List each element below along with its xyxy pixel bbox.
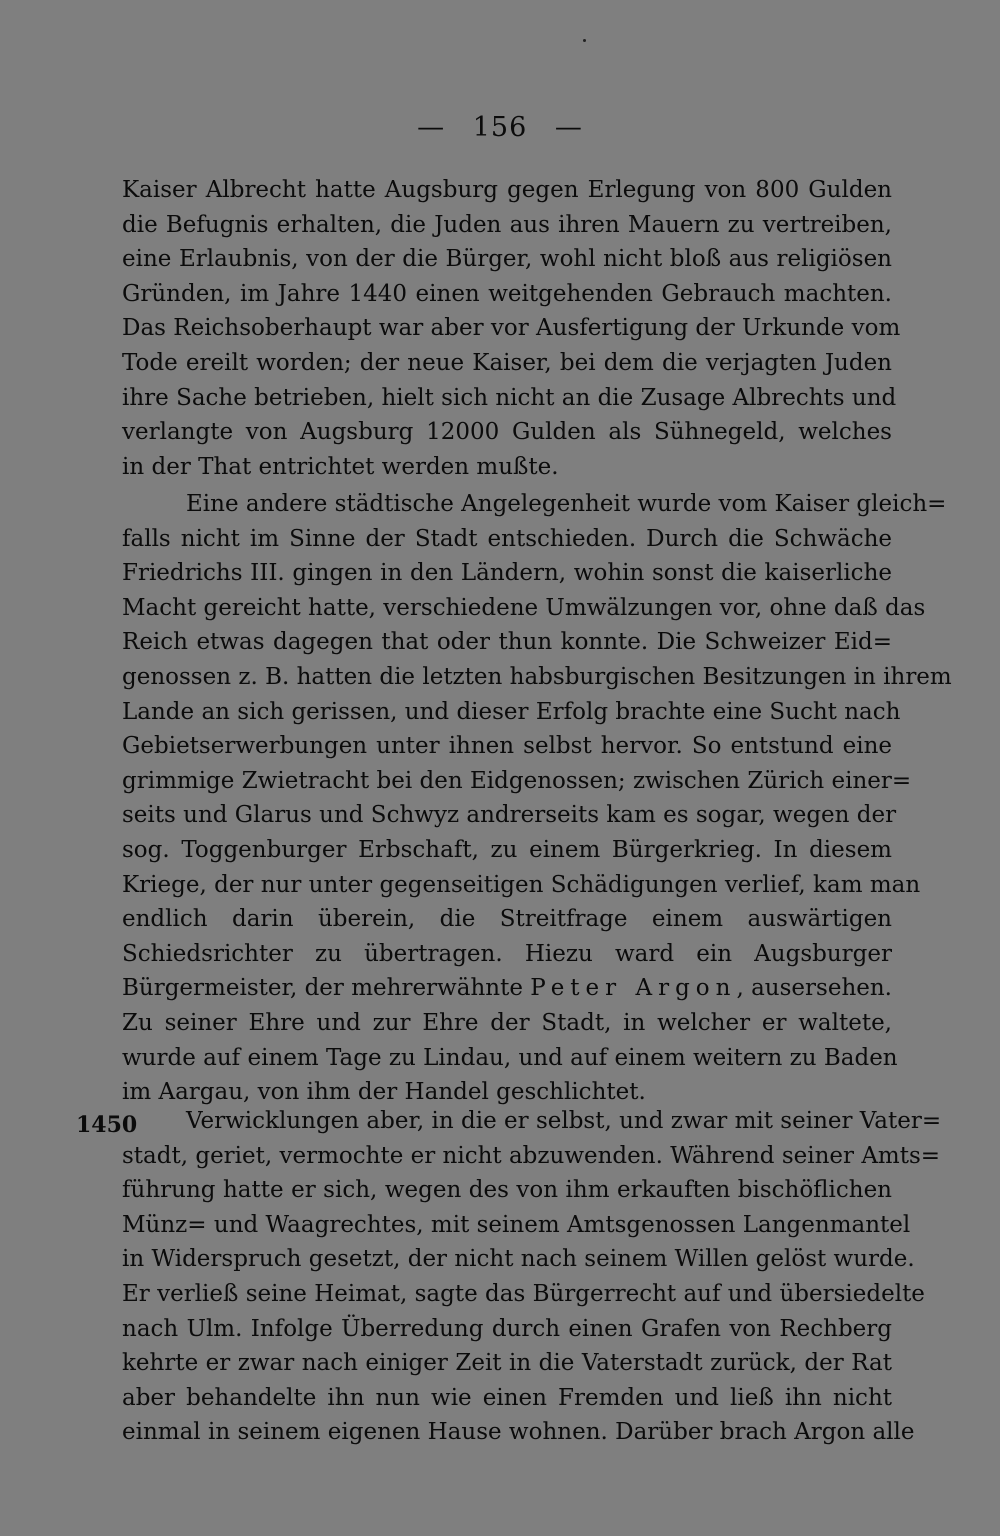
- text-line: nach Ulm. Infolge Überredung durch einen Grafen von Rechberg: [122, 1315, 892, 1342]
- text-line: eine Erlaubnis, von der die Bürger, wohl nicht bloß aus religiösen: [122, 246, 892, 273]
- text-line: Er verließ seine Heimat, sagte das Bürgerrecht auf und übersiedelte: [122, 1280, 925, 1307]
- text-line: die Befugnis erhalten, die Juden aus ihren Mauern zu vertreiben,: [122, 211, 892, 238]
- text-line: Gebietserwerbungen unter ihnen selbst hervor. So entstund eine: [122, 733, 892, 760]
- text-line: Kaiser Albrecht hatte Augsburg gegen Erlegung von 800 Gulden: [122, 177, 892, 203]
- text-line: ihre Sache betrieben, hielt sich nicht an die Zusage Albrechts und: [122, 384, 897, 411]
- spaced-person-name: Peter Argon: [530, 975, 737, 1002]
- text-line: Gründen, im Jahre 1440 einen weitgehenden Gebrauch machten.: [122, 280, 892, 307]
- text-line-with-spaced-name: [122, 971, 892, 1006]
- line-prefix: Bürgermeister, der mehrerwähnte: [122, 975, 531, 1002]
- text-line: Friedrichs III. gingen in den Ländern, wohin sonst die kaiserliche: [122, 560, 892, 587]
- text-line: im Aargau, von ihm der Handel geschlichtet.: [122, 1079, 646, 1106]
- header-dash-right: —: [554, 112, 583, 143]
- text-line: in Widerspruch gesetzt, der nicht nach seinem Willen gelöst wurde.: [122, 1246, 915, 1273]
- text-line: genossen z. B. hatten die letzten habsburgischen Besitzungen in ihrem: [122, 663, 952, 690]
- page-header: [0, 112, 1000, 143]
- text-line: Macht gereicht hatte, verschiedene Umwälzungen vor, ohne daß das: [122, 594, 926, 621]
- margin-year-note: 1450: [76, 1112, 138, 1138]
- paragraph-3: [122, 1104, 942, 1450]
- text-line: aber behandelte ihn nun wie einen Fremden und ließ ihn nicht: [122, 1384, 892, 1411]
- text-line: wurde auf einem Tage zu Lindau, und auf einem weitern zu Baden: [122, 1044, 898, 1071]
- text-line: Kriege, der nur unter gegenseitigen Schädigungen verlief, kam man: [122, 871, 921, 898]
- text-line: stadt, geriet, vermochte er nicht abzuwenden. Während seiner Amts=: [122, 1142, 941, 1169]
- text-line: grimmige Zwietracht bei den Eidgenossen; zwischen Zürich einer=: [122, 767, 912, 794]
- text-line: seits und Glarus und Schwyz andrerseits kam es sogar, wegen der: [122, 802, 897, 829]
- text-line: verlangte von Augsburg 12000 Gulden als Sühnegeld, welches: [122, 419, 892, 446]
- text-line: Tode ereilt worden; der neue Kaiser, bei dem die verjagten Juden: [122, 349, 892, 376]
- text-line: in der That entrichtet werden mußte.: [122, 453, 559, 480]
- page-number: 156: [472, 112, 528, 143]
- text-line: endlich darin überein, die Streitfrage einem auswärtigen: [122, 906, 892, 933]
- paragraph-2: [122, 487, 952, 1110]
- scan-speck: [583, 39, 586, 42]
- text-line: Schiedsrichter zu übertragen. Hiezu ward ein Augsburger: [122, 940, 892, 967]
- text-line: Reich etwas dagegen that oder thun konnte. Die Schweizer Eid=: [122, 629, 892, 656]
- text-line: Lande an sich gerissen, und dieser Erfolg brachte eine Sucht nach: [122, 698, 901, 725]
- text-line: sog. Toggenburger Erbschaft, zu einem Bürgerkrieg. In diesem: [122, 836, 892, 863]
- text-line: kehrte er zwar nach einiger Zeit in die Vaterstadt zurück, der Rat: [122, 1350, 892, 1377]
- header-dash-left: —: [417, 112, 446, 143]
- text-line: führung hatte er sich, wegen des von ihm erkauften bischöflichen: [122, 1177, 892, 1204]
- text-line: Zu seiner Ehre und zur Ehre der Stadt, in welcher er waltete,: [122, 1009, 892, 1036]
- paragraph-1: [122, 173, 901, 484]
- line-suffix: , ausersehen.: [736, 975, 892, 1002]
- text-line: Das Reichsoberhaupt war aber vor Ausfertigung der Urkunde vom: [122, 315, 901, 342]
- text-line: Eine andere städtische Angelegenheit wurde vom Kaiser gleich=: [186, 491, 947, 517]
- text-line: Verwicklungen aber, in die er selbst, und zwar mit seiner Vater=: [186, 1108, 942, 1134]
- text-line: einmal in seinem eigenen Hause wohnen. Darüber brach Argon alle: [122, 1419, 915, 1446]
- text-line: Münz= und Waagrechtes, mit seinem Amtsgenossen Langenmantel: [122, 1211, 911, 1238]
- text-line: falls nicht im Sinne der Stadt entschieden. Durch die Schwäche: [122, 525, 892, 552]
